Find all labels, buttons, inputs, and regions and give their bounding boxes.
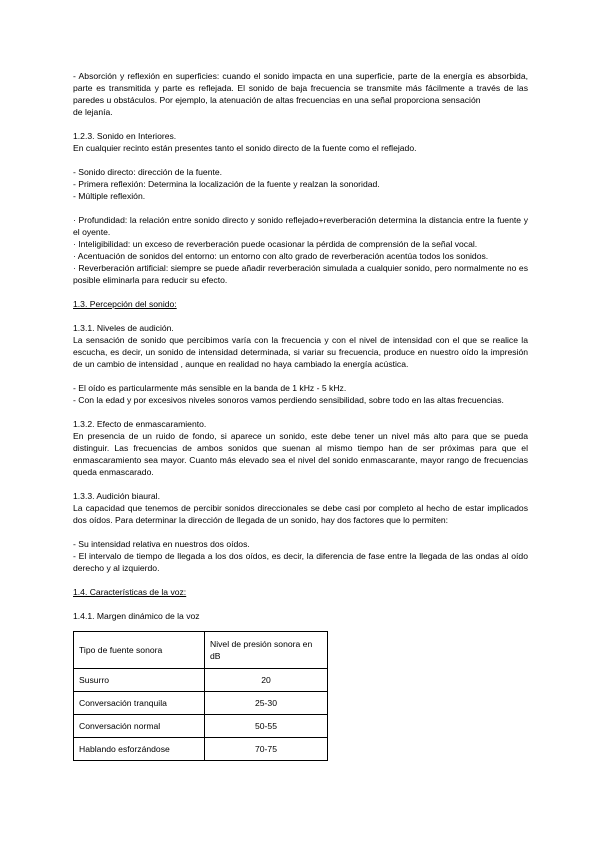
list-item: · Profundidad: la relación entre sonido directo y sonido reflejado+reverberación determina la distancia entre la fuente y el oyente. [73,215,528,237]
heading-1-3-1: 1.3.1. Niveles de audición. [73,323,174,333]
paragraph-absorption: - Absorción y reflexión en superficies: cuando el sonido impacta en una superficie, parte de la energía es absorbida, parte es transmitida y parte es reflejada. El sonido de baja frecuencia se transmite más fácilmente a través de las paredes u obstáculos. Por ejemplo, la atenuación de altas frecuencias en una señal proporciona sensación [73,71,528,105]
paragraph-binaural: La capacidad que tenemos de percibir sonidos direccionales se debe casi por completo al hecho de estar implicados dos oídos. Para determinar la dirección de llegada de un sonido, hay dos factores que lo permiten: [73,503,528,525]
list-item: - Primera reflexión: Determina la localización de la fuente y realzan la sonoridad. [73,179,380,189]
table-header-cell: Nivel de presión sonora en dB [205,632,328,669]
table-row [74,669,328,692]
heading-1-3: 1.3. Percepción del sonido: [73,299,177,309]
paragraph-absorption-end: de lejanía. [73,107,113,117]
list-item: · Reverberación artificial: siempre se puede añadir reverberación simulada a cualquier sonido, pero normalmente no es posible eliminarla para reducir su efecto. [73,263,528,285]
table-cell: Susurro [74,669,205,692]
heading-1-2-3: 1.2.3. Sonido en Interiores. [73,131,177,141]
list-item: - El intervalo de tiempo de llegada a los dos oídos, es decir, la diferencia de fase entre la llegada de las ondas al oído derecho y al izquierdo. [73,551,528,573]
list-item: - Su intensidad relativa en nuestros dos oídos. [73,539,250,549]
heading-1-4: 1.4. Características de la voz: [73,587,187,597]
table-row [74,692,328,715]
table-cell: 50-55 [205,715,328,738]
table-cell: Hablando esforzándose [74,738,205,761]
paragraph-masking: En presencia de un ruido de fondo, si aparece un sonido, este debe tener un nivel más alto para que se pueda distinguir. Las frecuencias de ambos sonidos que suenan al mismo tiempo han de ser próximas para que el enmascaramiento sea mayor. Cuanto más elevado sea el nivel del sonido enmascarante, mayor rango de frecuencias queda enmascarado. [73,431,528,477]
document-page [73,70,528,761]
heading-1-3-2: 1.3.2. Efecto de enmascaramiento. [73,419,207,429]
table-cell: Conversación tranquila [74,692,205,715]
list-item: - Con la edad y por excesivos niveles sonoros vamos perdiendo sensibilidad, sobre todo en las altas frecuencias. [73,395,504,405]
heading-1-4-1: 1.4.1. Margen dinámico de la voz [73,611,200,621]
table-header-cell: Tipo de fuente sonora [74,632,205,669]
table-cell: 25-30 [205,692,328,715]
table-header-row [74,632,328,669]
table-row [74,738,328,761]
table-cell: 20 [205,669,328,692]
voice-dynamic-range-table [73,631,328,761]
list-item: - El oído es particularmente más sensible en la banda de 1 kHz - 5 kHz. [73,383,347,393]
paragraph-hearing-levels: La sensación de sonido que percibimos varía con la frecuencia y con el nivel de intensidad con el que se realice la escucha, es decir, un sonido de intensidad determinada, si variar su frecuencia, produce en nuestro oído la impresión de un cambio de intensidad , aunque en realidad no haya cambiado la energía acústica. [73,335,528,369]
table-cell: 70-75 [205,738,328,761]
paragraph-interiors: En cualquier recinto están presentes tanto el sonido directo de la fuente como el reflejado. [73,143,417,153]
table-row [74,715,328,738]
list-item: · Acentuación de sonidos del entorno: un entorno con alto grado de reverberación acentúa todos los sonidos. [73,251,489,261]
list-item: - Múltiple reflexión. [73,191,146,201]
heading-1-3-3: 1.3.3. Audición biaural. [73,491,160,501]
list-item: · Inteligibilidad: un exceso de reverberación puede ocasionar la pérdida de comprensión de la señal vocal. [73,239,478,249]
list-item: - Sonido directo: dirección de la fuente. [73,167,223,177]
table-cell: Conversación normal [74,715,205,738]
